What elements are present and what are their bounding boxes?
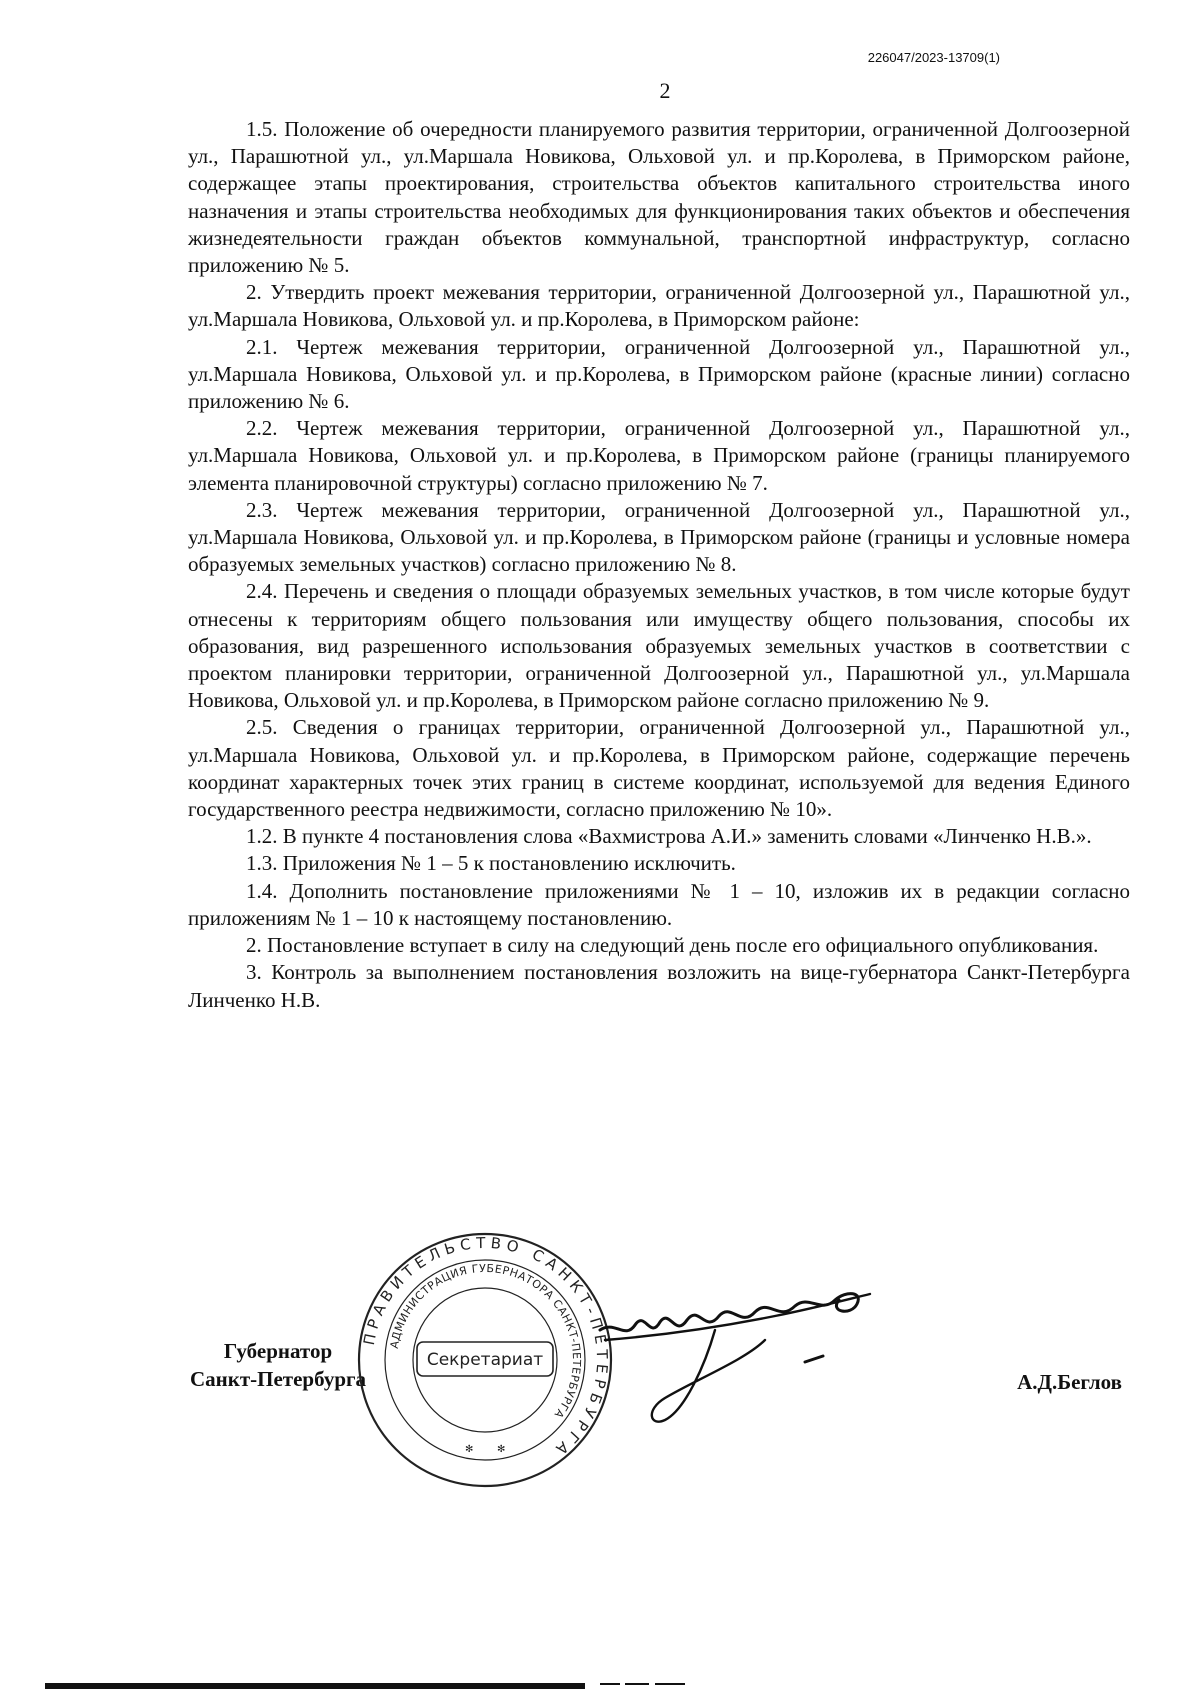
handwritten-signature bbox=[595, 1270, 935, 1430]
paragraph-1-5: 1.5. Положение об очередности планируемого развития территории, ограниченной Долгоозерной ул., Парашютной ул., ул.Маршала Новикова, Ольховой ул. и пр.Королева, в Приморском районе, содержащее этапы проектирования, строительства объектов капитального строительства иного назначения и этапы строительства необходимых для функционирования таких объектов и обеспечения жизнедеятельности граждан объектов коммунальной, транспортной инфраструктур, согласно приложению № 5. bbox=[188, 117, 1130, 278]
bottom-rule-segment-3 bbox=[655, 1683, 685, 1685]
page-number: 2 bbox=[659, 78, 671, 103]
paragraph-final-2: 2. Постановление вступает в силу на следующий день после его официального опубликования. bbox=[246, 933, 1099, 958]
paragraph-2-1: 2.1. Чертеж межевания территории, ограниченной Долгоозерной ул., Парашютной ул., ул.Маршала Новикова, Ольховой ул. и пр.Королева, в Приморском районе (красные линии) согласно приложению № 6. bbox=[188, 334, 1130, 414]
paragraph-1-2: 1.2. В пункте 4 постановления слова «Вахмистрова А.И.» заменить словами «Линченко Н.В.». bbox=[246, 824, 1092, 849]
stamp-star-right: ✻ bbox=[497, 1444, 506, 1455]
governor-name: А.Д.Беглов bbox=[1017, 1370, 1122, 1394]
paragraph-2: 2. Утвердить проект межевания территории, ограниченной Долгоозерной ул., Парашютной ул., ул.Маршала Новикова, Ольховой ул. и пр.Королева, в Приморском районе: bbox=[188, 280, 1130, 332]
signature-block bbox=[0, 1230, 1200, 1530]
governor-title bbox=[178, 1337, 378, 1393]
paragraph-1-3: 1.3. Приложения № 1 – 5 к постановлению исключить. bbox=[246, 851, 736, 876]
bottom-rule-segment-2 bbox=[625, 1683, 649, 1685]
bottom-rule-segment-1 bbox=[600, 1683, 620, 1685]
paragraph-2-3: 2.3. Чертеж межевания территории, ограниченной Долгоозерной ул., Парашютной ул., ул.Маршала Новикова, Ольховой ул. и пр.Королева, в Приморском районе (границы и условные номера образуемых земельных участков) согласно приложению № 8. bbox=[188, 497, 1130, 577]
stamp-outer-text: ПРАВИТЕЛЬСТВО САНКТ-ПЕТЕРБУРГА bbox=[359, 1233, 612, 1462]
stamp-center-text: Секретариат bbox=[426, 1350, 544, 1370]
stamp-star-left: ✻ bbox=[465, 1444, 474, 1455]
bottom-rule-thick bbox=[45, 1683, 585, 1689]
governor-title-line2: Санкт-Петербурга bbox=[189, 1367, 367, 1391]
official-seal-stamp bbox=[355, 1230, 615, 1490]
governor-title-line1: Губернатор bbox=[223, 1339, 333, 1363]
stamp-middle-text: АДМИНИСТРАЦИЯ ГУБЕРНАТОРА САНКТ-ПЕТЕРБУРГА bbox=[387, 1261, 584, 1421]
document-id: 226047/2023-13709(1) bbox=[867, 50, 1000, 65]
paragraph-final-3: 3. Контроль за выполнением постановления возложить на вице-губернатора Санкт-Петербурга Линченко Н.В. bbox=[188, 960, 1130, 1012]
paragraph-2-2: 2.2. Чертеж межевания территории, ограниченной Долгоозерной ул., Парашютной ул., ул.Маршала Новикова, Ольховой ул. и пр.Королева, в Приморском районе (границы планируемого элемента планировочной структуры) согласно приложению № 7. bbox=[188, 416, 1130, 495]
document-body bbox=[188, 116, 1130, 1014]
paragraph-1-4: 1.4. Дополнить постановление приложениями № 1 – 10, изложив их в редакции согласно приложениям № 1 – 10 к настоящему постановлению. bbox=[188, 878, 1130, 930]
paragraph-2-5: 2.5. Сведения о границах территории, ограниченной Долгоозерной ул., Парашютной ул., ул.Маршала Новикова, Ольховой ул. и пр.Королева, в Приморском районе, содержащие перечень координат характерных точек этих границ в системе координат, используемой для ведения Единого государственного реестра недвижимости, согласно приложению № 10». bbox=[188, 715, 1130, 822]
paragraph-2-4: 2.4. Перечень и сведения о площади образуемых земельных участков, в том числе которые будут отнесены к территориям общего пользования или имуществу общего пользования, способы их образования, вид разрешенного использования образуемых земельных участков в соответствии с проектом планировки территории, ограниченной Долгоозерной ул., Парашютной ул., ул.Маршала Новикова, Ольховой ул. и пр.Королева, в Приморском районе согласно приложению № 9. bbox=[188, 579, 1130, 713]
